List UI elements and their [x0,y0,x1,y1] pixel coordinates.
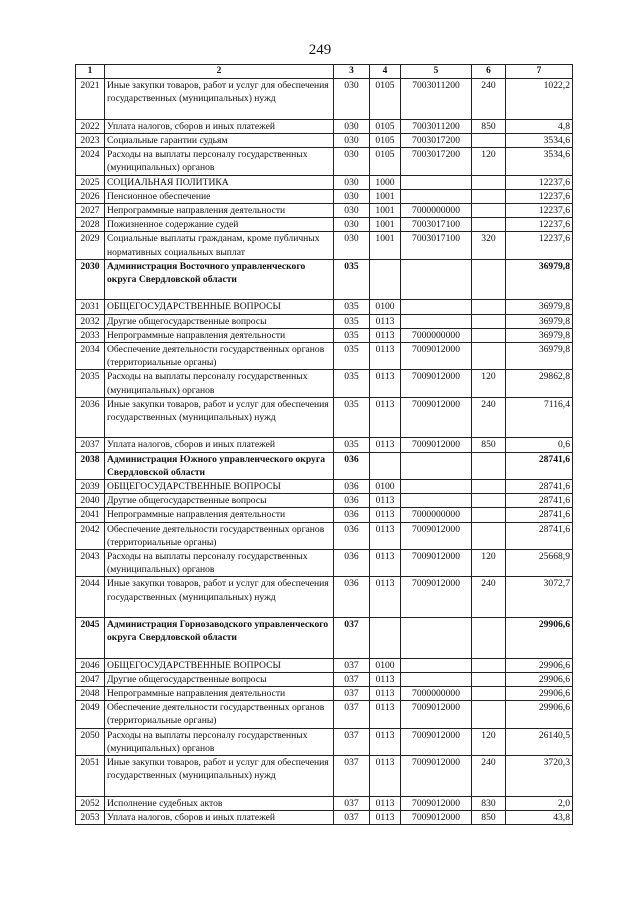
expense-type-cell [472,480,506,494]
target-article-cell [401,175,472,189]
row-number-cell: 2037 [76,438,105,452]
item-name-cell: Непрограммные направления деятельности [105,508,334,522]
section-code-cell: 0113 [370,550,401,577]
section-code-cell: 0100 [370,300,401,314]
amount-cell: 28741,6 [506,494,573,508]
item-name-cell: Другие общегосударственные вопросы [105,494,334,508]
target-article-cell: 7003017100 [401,232,472,259]
expense-type-cell [472,259,506,300]
table-row [76,134,573,148]
amount-cell: 28741,6 [506,508,573,522]
expense-type-cell [472,204,506,218]
section-code-cell: 1001 [370,218,401,232]
ministry-code-cell: 037 [334,810,370,824]
ministry-code-cell: 037 [334,756,370,797]
amount-cell: 25668,9 [506,550,573,577]
row-number-cell: 2045 [76,618,105,659]
table-row [76,618,573,659]
target-article-cell [401,494,472,508]
row-number-cell: 2050 [76,728,105,755]
ministry-code-cell: 036 [334,508,370,522]
expense-type-cell: 120 [472,370,506,397]
item-name-cell: ОБЩЕГОСУДАРСТВЕННЫЕ ВОПРОСЫ [105,300,334,314]
table-row [76,314,573,328]
row-number-cell: 2040 [76,494,105,508]
amount-cell: 12237,6 [506,189,573,203]
amount-cell: 12237,6 [506,218,573,232]
section-code-cell: 0113 [370,577,401,618]
expense-type-cell [472,314,506,328]
expense-type-cell [472,701,506,728]
amount-cell: 3072,7 [506,577,573,618]
ministry-code-cell: 030 [334,79,370,120]
expense-type-cell [472,218,506,232]
amount-cell: 36979,8 [506,300,573,314]
section-code-cell [370,618,401,659]
expense-type-cell: 320 [472,232,506,259]
row-number-cell: 2053 [76,810,105,824]
target-article-cell: 7003017100 [401,218,472,232]
amount-cell: 29906,6 [506,658,573,672]
expense-type-cell: 120 [472,550,506,577]
section-code-cell: 0105 [370,148,401,175]
section-code-cell: 0113 [370,343,401,370]
expense-type-cell [472,687,506,701]
expense-type-cell [472,658,506,672]
expense-type-cell [472,672,506,686]
section-code-cell: 1001 [370,232,401,259]
column-header: 3 [334,65,370,79]
row-number-cell: 2026 [76,189,105,203]
row-number-cell: 2036 [76,397,105,438]
section-code-cell: 0105 [370,119,401,133]
item-name-cell: Уплата налогов, сборов и иных платежей [105,438,334,452]
item-name-cell: Социальные выплаты гражданам, кроме публичных нормативных социальных выплат [105,232,334,259]
amount-cell: 28741,6 [506,452,573,479]
expense-type-cell [472,189,506,203]
ministry-code-cell: 037 [334,618,370,659]
table-row [76,494,573,508]
header-row [76,65,573,79]
expense-type-cell [472,300,506,314]
column-header: 5 [401,65,472,79]
amount-cell: 36979,8 [506,343,573,370]
item-name-cell: Непрограммные направления деятельности [105,687,334,701]
ministry-code-cell: 035 [334,370,370,397]
amount-cell: 3720,3 [506,756,573,797]
ministry-code-cell: 037 [334,687,370,701]
table-row [76,550,573,577]
target-article-cell: 7009012000 [401,370,472,397]
target-article-cell [401,300,472,314]
expense-type-cell: 120 [472,728,506,755]
target-article-cell [401,452,472,479]
expense-type-cell: 240 [472,79,506,120]
page-number: 249 [308,42,332,58]
table-row [76,189,573,203]
row-number-cell: 2033 [76,328,105,342]
table-row [76,522,573,549]
column-header: 4 [370,65,401,79]
ministry-code-cell: 037 [334,728,370,755]
row-number-cell: 2022 [76,119,105,133]
target-article-cell: 7003011200 [401,79,472,120]
target-article-cell: 7003017200 [401,134,472,148]
item-name-cell: Расходы на выплаты персоналу государственных (муниципальных) органов [105,550,334,577]
ministry-code-cell: 030 [334,232,370,259]
amount-cell: 36979,8 [506,328,573,342]
table-row [76,810,573,824]
target-article-cell [401,189,472,203]
ministry-code-cell: 035 [334,259,370,300]
target-article-cell: 7009012000 [401,522,472,549]
section-code-cell: 1000 [370,175,401,189]
amount-cell: 43,8 [506,810,573,824]
row-number-cell: 2032 [76,314,105,328]
expense-type-cell [472,452,506,479]
row-number-cell: 2031 [76,300,105,314]
section-code-cell: 0113 [370,756,401,797]
expense-type-cell [472,134,506,148]
item-name-cell: Непрограммные направления деятельности [105,328,334,342]
ministry-code-cell: 030 [334,148,370,175]
row-number-cell: 2034 [76,343,105,370]
row-number-cell: 2044 [76,577,105,618]
amount-cell: 3534,6 [506,134,573,148]
item-name-cell: Иные закупки товаров, работ и услуг для обеспечения государственных (муниципальных) нужд [105,79,334,120]
row-number-cell: 2049 [76,701,105,728]
item-name-cell: Пенсионное обеспечение [105,189,334,203]
expense-type-cell [472,618,506,659]
target-article-cell: 7003011200 [401,119,472,133]
table-row [76,259,573,300]
item-name-cell: СОЦИАЛЬНАЯ ПОЛИТИКА [105,175,334,189]
section-code-cell: 0113 [370,508,401,522]
table-header [76,65,573,79]
expense-type-cell: 240 [472,756,506,797]
amount-cell: 7116,4 [506,397,573,438]
row-number-cell: 2052 [76,796,105,810]
target-article-cell: 7009012000 [401,577,472,618]
target-article-cell: 7009012000 [401,397,472,438]
column-header: 1 [76,65,105,79]
item-name-cell: Администрация Южного управленческого округа Свердловской области [105,452,334,479]
amount-cell: 1022,2 [506,79,573,120]
table-row [76,232,573,259]
target-article-cell: 7009012000 [401,756,472,797]
item-name-cell: Иные закупки товаров, работ и услуг для обеспечения государственных (муниципальных) нужд [105,397,334,438]
row-number-cell: 2021 [76,79,105,120]
expense-type-cell: 240 [472,397,506,438]
section-code-cell: 0105 [370,79,401,120]
target-article-cell: 7003017200 [401,148,472,175]
ministry-code-cell: 030 [334,175,370,189]
expense-type-cell: 120 [472,148,506,175]
ministry-code-cell: 035 [334,397,370,438]
item-name-cell: Исполнение судебных актов [105,796,334,810]
ministry-code-cell: 035 [334,300,370,314]
table-row [76,480,573,494]
table-row [76,508,573,522]
target-article-cell [401,259,472,300]
item-name-cell: ОБЩЕГОСУДАРСТВЕННЫЕ ВОПРОСЫ [105,658,334,672]
table-row [76,438,573,452]
item-name-cell: Расходы на выплаты персоналу государственных (муниципальных) органов [105,148,334,175]
item-name-cell: Расходы на выплаты персоналу государственных (муниципальных) органов [105,728,334,755]
amount-cell: 29906,6 [506,701,573,728]
section-code-cell: 0113 [370,522,401,549]
expense-type-cell [472,175,506,189]
table-row [76,343,573,370]
item-name-cell: Расходы на выплаты персоналу государственных (муниципальных) органов [105,370,334,397]
section-code-cell: 0113 [370,370,401,397]
amount-cell: 26140,5 [506,728,573,755]
amount-cell: 29862,8 [506,370,573,397]
ministry-code-cell: 036 [334,480,370,494]
row-number-cell: 2035 [76,370,105,397]
amount-cell: 29906,6 [506,672,573,686]
target-article-cell: 7009012000 [401,438,472,452]
section-code-cell: 0100 [370,658,401,672]
table-body [76,79,573,825]
row-number-cell: 2028 [76,218,105,232]
ministry-code-cell: 036 [334,452,370,479]
target-article-cell [401,658,472,672]
table-row [76,79,573,120]
section-code-cell [370,259,401,300]
column-header: 2 [105,65,334,79]
expense-type-cell: 240 [472,577,506,618]
section-code-cell: 0113 [370,494,401,508]
section-code-cell: 0113 [370,672,401,686]
table-row [76,204,573,218]
ministry-code-cell: 037 [334,796,370,810]
amount-cell: 36979,8 [506,259,573,300]
row-number-cell: 2030 [76,259,105,300]
target-article-cell [401,618,472,659]
target-article-cell: 7000000000 [401,687,472,701]
ministry-code-cell: 035 [334,314,370,328]
row-number-cell: 2047 [76,672,105,686]
target-article-cell: 7009012000 [401,701,472,728]
row-number-cell: 2038 [76,452,105,479]
row-number-cell: 2048 [76,687,105,701]
item-name-cell: Иные закупки товаров, работ и услуг для обеспечения государственных (муниципальных) нужд [105,577,334,618]
expense-type-cell [472,508,506,522]
item-name-cell: Другие общегосударственные вопросы [105,672,334,686]
section-code-cell [370,452,401,479]
ministry-code-cell: 036 [334,550,370,577]
amount-cell: 4,8 [506,119,573,133]
row-number-cell: 2051 [76,756,105,797]
table-row [76,452,573,479]
item-name-cell: Иные закупки товаров, работ и услуг для обеспечения государственных (муниципальных) нужд [105,756,334,797]
expense-type-cell: 850 [472,810,506,824]
table-row [76,658,573,672]
item-name-cell: Администрация Восточного управленческого округа Свердловской области [105,259,334,300]
target-article-cell: 7009012000 [401,796,472,810]
section-code-cell: 0113 [370,810,401,824]
row-number-cell: 2043 [76,550,105,577]
table-row [76,175,573,189]
item-name-cell: Уплата налогов, сборов и иных платежей [105,810,334,824]
amount-cell: 2,0 [506,796,573,810]
ministry-code-cell: 035 [334,438,370,452]
section-code-cell: 0105 [370,134,401,148]
section-code-cell: 0113 [370,687,401,701]
row-number-cell: 2041 [76,508,105,522]
item-name-cell: Обеспечение деятельности государственных органов (территориальные органы) [105,701,334,728]
table-row [76,328,573,342]
item-name-cell: Социальные гарантии судьям [105,134,334,148]
section-code-cell: 0113 [370,728,401,755]
amount-cell: 12237,6 [506,175,573,189]
table-row [76,218,573,232]
budget-table [75,64,573,825]
expense-type-cell [472,328,506,342]
item-name-cell: Пожизненное содержание судей [105,218,334,232]
item-name-cell: Обеспечение деятельности государственных органов (территориальные органы) [105,343,334,370]
item-name-cell: ОБЩЕГОСУДАРСТВЕННЫЕ ВОПРОСЫ [105,480,334,494]
amount-cell: 12237,6 [506,204,573,218]
item-name-cell: Непрограммные направления деятельности [105,204,334,218]
section-code-cell: 0113 [370,397,401,438]
ministry-code-cell: 030 [334,218,370,232]
section-code-cell: 0113 [370,438,401,452]
ministry-code-cell: 035 [334,328,370,342]
expense-type-cell: 850 [472,119,506,133]
column-header: 7 [506,65,573,79]
target-article-cell: 7000000000 [401,508,472,522]
expense-type-cell [472,522,506,549]
table-row [76,701,573,728]
section-code-cell: 0113 [370,328,401,342]
table-row [76,796,573,810]
row-number-cell: 2039 [76,480,105,494]
target-article-cell: 7000000000 [401,204,472,218]
row-number-cell: 2024 [76,148,105,175]
target-article-cell: 7000000000 [401,328,472,342]
target-article-cell [401,314,472,328]
row-number-cell: 2029 [76,232,105,259]
ministry-code-cell: 035 [334,343,370,370]
amount-cell: 28741,6 [506,522,573,549]
section-code-cell: 1001 [370,189,401,203]
section-code-cell: 0113 [370,796,401,810]
table-row [76,577,573,618]
target-article-cell [401,480,472,494]
table-row [76,728,573,755]
section-code-cell: 1001 [370,204,401,218]
item-name-cell: Администрация Горнозаводского управленческого округа Свердловской области [105,618,334,659]
ministry-code-cell: 037 [334,658,370,672]
table-row [76,148,573,175]
ministry-code-cell: 030 [334,119,370,133]
row-number-cell: 2042 [76,522,105,549]
table-row [76,687,573,701]
amount-cell: 3534,6 [506,148,573,175]
item-name-cell: Обеспечение деятельности государственных органов (территориальные органы) [105,522,334,549]
table-row [76,119,573,133]
ministry-code-cell: 037 [334,701,370,728]
ministry-code-cell: 037 [334,672,370,686]
row-number-cell: 2027 [76,204,105,218]
ministry-code-cell: 036 [334,577,370,618]
ministry-code-cell: 030 [334,134,370,148]
expense-type-cell: 850 [472,438,506,452]
expense-type-cell [472,494,506,508]
column-header: 6 [472,65,506,79]
target-article-cell: 7009012000 [401,550,472,577]
amount-cell: 36979,8 [506,314,573,328]
amount-cell: 0,6 [506,438,573,452]
expense-type-cell [472,343,506,370]
ministry-code-cell: 030 [334,189,370,203]
item-name-cell: Другие общегосударственные вопросы [105,314,334,328]
expense-type-cell: 830 [472,796,506,810]
table-row [76,370,573,397]
ministry-code-cell: 030 [334,204,370,218]
table-row [76,300,573,314]
amount-cell: 29906,6 [506,687,573,701]
target-article-cell [401,672,472,686]
item-name-cell: Уплата налогов, сборов и иных платежей [105,119,334,133]
table-row [76,397,573,438]
table-row [76,672,573,686]
target-article-cell: 7009012000 [401,728,472,755]
amount-cell: 12237,6 [506,232,573,259]
target-article-cell: 7009012000 [401,810,472,824]
ministry-code-cell: 036 [334,494,370,508]
section-code-cell: 0100 [370,480,401,494]
section-code-cell: 0113 [370,701,401,728]
ministry-code-cell: 036 [334,522,370,549]
amount-cell: 29906,6 [506,618,573,659]
target-article-cell: 7009012000 [401,343,472,370]
amount-cell: 28741,6 [506,480,573,494]
section-code-cell: 0113 [370,314,401,328]
row-number-cell: 2046 [76,658,105,672]
row-number-cell: 2023 [76,134,105,148]
row-number-cell: 2025 [76,175,105,189]
table-row [76,756,573,797]
